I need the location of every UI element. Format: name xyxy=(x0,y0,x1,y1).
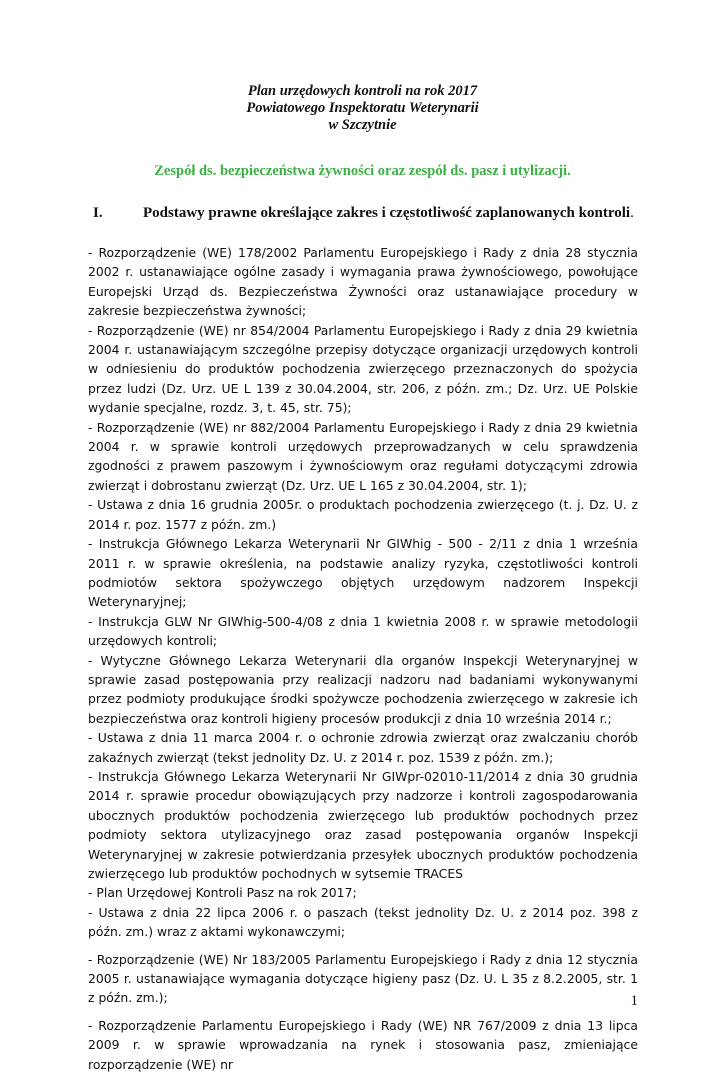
list-item: - Ustawa z dnia 22 lipca 2006 r. o paszach (tekst jednolity Dz. U. z 2014 poz. 398 z późn. zm.) wraz z aktami wykonawczymi; xyxy=(88,904,638,940)
list-item: - Ustawa z dnia 11 marca 2004 r. o ochronie zdrowia zwierząt oraz zwalczaniu chorób zakaźnych zwierząt (tekst jednolity Dz. U. z 2014 r. poz. 1539 z późn. zm.); xyxy=(88,730,638,765)
page-number: 1 xyxy=(630,993,638,1009)
list-item: - Instrukcja Głównego Lekarza Weterynarii Nr GIWhig - 500 - 2/11 z dnia 1 września 2011 r. w sprawie określenia, na podstawie analizy ryzyka, częstotliwości kontroli podmiotów sektora spożywczego objętych urzędowym nadzorem Inspekcji Weterynaryjnej; xyxy=(88,536,638,610)
list-item: - Rozporządzenie (WE) nr 854/2004 Parlamentu Europejskiego i Rady z dnia 29 kwietnia 2004 r. ustanawiającym szczególne przepisy dotyczące organizacji urzędowych kontroli w odniesieniu do produktów pochodzenia zwierzęcego przeznaczonych do spożycia przez ludzi (Dz. Urz. UE L 139 z 30.04.2004, str. 206, z późn. zm.; Dz. Urz. UE Polskie wydanie specjalne, rozdz. 3, t. 45, str. 75); xyxy=(88,322,638,416)
list-item: - Rozporządzenie (WE) 178/2002 Parlamentu Europejskiego i Rady z dnia 28 stycznia 2002 r. ustanawiające ogólne zasady i wymagania prawa żywnościowego, powołujące Europejski Urząd ds. Bezpieczeństwa Żywności oraz ustanawiające procedury w zakresie bezpieczeństwa żywności; xyxy=(88,245,638,319)
list-item: - Rozporządzenie (WE) nr 882/2004 Parlamentu Europejskiego i Rady z dnia 29 kwietnia 2004 r. w sprawie kontroli urzędowych przeprowadzanych w celu sprawdzenia zgodności z prawem paszowym i żywnościowym oraz regułami dotyczącymi zdrowia zwierząt i dobrostanu zwierząt (Dz. Urz. UE L 165 z 30.04.2004, str. 1); xyxy=(88,419,638,493)
plan-title: Plan urzędowych kontroli na rok 2017 xyxy=(247,83,478,99)
list-item: - Ustawa z dnia 16 grudnia 2005r. o produktach pochodzenia zwierzęcego (t. j. Dz. U. z 2014 r. poz. 1577 z późn. zm.) xyxy=(88,497,638,532)
section-title-dot: . xyxy=(630,205,634,221)
section-title xyxy=(143,205,634,222)
list-item: - Instrukcja GLW Nr GIWhig-500-4/08 z dnia 1 kwietnia 2008 r. w sprawie metodologii urzędowych kontroli; xyxy=(88,613,638,649)
list-item: - Plan Urzędowej Kontroli Pasz na rok 2017; xyxy=(88,885,357,901)
section-number: I. xyxy=(93,205,103,221)
location-name: w Szczytnie xyxy=(328,117,397,133)
list-item: - Wytyczne Głównego Lekarza Weterynarii dla organów Inspekcji Weterynaryjnej w sprawie zasad postępowania przy realizacji nadzoru nad badaniami wykonywanymi przez podmioty produkujące środki spożywcze pochodzenia zwierzęcego w zakresie ich bezpieczeństwa oraz kontroli higieny procesów produkcji z dnia 10 września 2014 r.; xyxy=(88,652,638,726)
inspectorate-name: Powiatowego Inspektoratu Weterynarii xyxy=(246,100,479,116)
section-title-text: Podstawy prawne określające zakres i częstotliwość zaplanowanych kontroli xyxy=(143,205,631,221)
list-item: - Rozporządzenie (WE) Nr 183/2005 Parlamentu Europejskiego i Rady z dnia 12 stycznia 2005 r. ustanawiające wymagania dotyczące higieny pasz (Dz. U. L 35 z 8.2.2005, str. 1 z późn. zm.); xyxy=(88,951,638,1006)
list-item: - Rozporządzenie Parlamentu Europejskiego i Rady (WE) NR 767/2009 z dnia 13 lipca 2009 r. w sprawie wprowadzania na rynek i stosowania pasz, zmieniające rozporządzenie (WE) nr xyxy=(88,1017,638,1072)
team-subtitle: Zespół ds. bezpieczeństwa żywności oraz zespół ds. pasz i utylizacji. xyxy=(154,163,571,179)
legal-basis-list xyxy=(88,243,638,1074)
list-item: - Instrukcja Głównego Lekarza Weterynarii Nr GIWpr-02010-11/2014 z dnia 30 grudnia 2014 r. sprawie procedur obowiązujących przy nadzorze i kontroli zagospodarowania ubocznych produktów pochodzenia zwierzęcego lub produktów pochodnych przez podmioty sektora utylizacyjnego oraz zasad postępowania organów Inspekcji Weterynaryjnej w zakresie potwierdzania przesyłek ubocznych produktów pochodzenia zwierzęcego lub produktów pochodnych w sytsemie TRACES xyxy=(88,768,638,881)
